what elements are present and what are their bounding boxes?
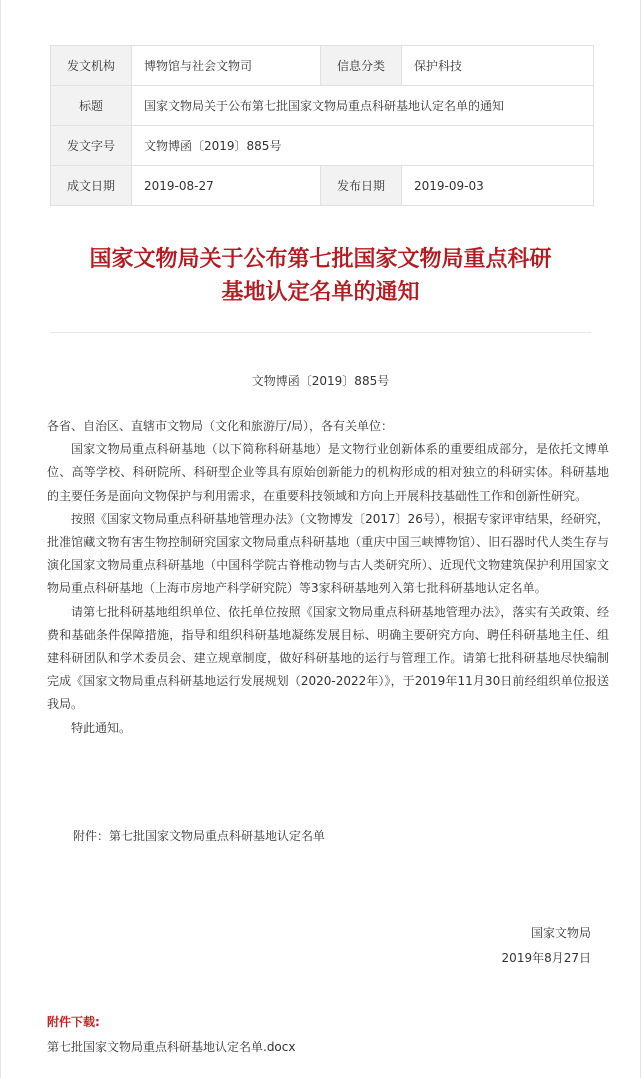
category-label: 信息分类 [321, 46, 402, 86]
article-doc-number: 文物博函〔2019〕885号 [251, 374, 390, 388]
article-title-line-1: 国家文物局关于公布第七批国家文物局重点科研 [89, 247, 552, 272]
sign-date: 2019年8月27日 [501, 951, 591, 965]
article-body [47, 415, 609, 740]
page-left-border [0, 0, 1, 1078]
docno-label: 发文字号 [51, 126, 132, 166]
article-title [40, 243, 601, 309]
issuer-label: 发文机构 [51, 46, 132, 86]
info-row-title [51, 86, 594, 126]
article-title-line-2: 基地认定名单的通知 [221, 280, 420, 305]
docno-value: 文物博函〔2019〕885号 [132, 126, 594, 166]
salutation: 各省、自治区、直辖市文物局（文化和旅游厅/局），各有关单位： [47, 419, 394, 433]
document-info-table [50, 45, 594, 206]
signature-block [502, 921, 591, 971]
title-label: 标题 [51, 86, 132, 126]
body-paragraph-1: 国家文物局重点科研基地（以下简称科研基地）是文物行业创新体系的重要组成部分，是依托文博单位、高等学校、科研院所、科研型企业等具有原始创新能力的机构形成的相对独立的科研实体。科研基地的主要任务是面向文物保护与利用需求，在重要科技领域和方向上开展科技基础性工作和创新性研究。 [47, 442, 609, 503]
published-date-value: 2019-09-03 [402, 166, 594, 206]
info-row-issuer [51, 46, 594, 86]
title-divider [50, 332, 591, 333]
written-date-value: 2019-08-27 [132, 166, 321, 206]
attachment-download-label: 附件下载: [47, 1015, 100, 1029]
published-date-label: 发布日期 [321, 166, 402, 206]
attachment-file-link[interactable]: 第七批国家文物局重点科研基地认定名单.docx [47, 1040, 296, 1054]
info-row-dates [51, 166, 594, 206]
body-paragraph-4: 特此通知。 [71, 720, 132, 735]
body-paragraph-3: 请第七批科研基地组织单位、依托单位按照《国家文物局重点科研基地管理办法》，落实有关政策、经费和基础条件保障措施，指导和组织科研基地凝练发展目标、明确主要研究方向、聘任科研基地主任、组建科研团队和学术委员会、建立规章制度，做好科研基地的运行与管理工作。请第七批科研基地尽快编制完成《国家文物局重点科研基地运行发展规划（2020-2022年）》，于2019年11月30日前经组织单位报送我局。 [47, 604, 609, 712]
signer: 国家文物局 [530, 926, 591, 940]
issuer-value: 博物馆与社会文物司 [132, 46, 321, 86]
body-paragraph-2: 按照《国家文物局重点科研基地管理办法》（文物博发〔2017〕26号），根据专家评审结果，经研究，批准馆藏文物有害生物控制研究国家文物局重点科研基地（重庆中国三峡博物馆）、旧石器时代人类生存与演化国家文物局重点科研基地（中国科学院古脊椎动物与古人类研究所）、近现代文物建筑保护利用国家文物局重点科研基地（上海市房地产科学研究院）等3家科研基地列入第七批科研基地认定名单。 [47, 511, 609, 596]
attachment-note: 附件：第七批国家文物局重点科研基地认定名单 [73, 829, 326, 843]
info-row-docno [51, 126, 594, 166]
title-value: 国家文物局关于公布第七批国家文物局重点科研基地认定名单的通知 [132, 86, 594, 126]
category-value: 保护科技 [402, 46, 594, 86]
written-date-label: 成文日期 [51, 166, 132, 206]
